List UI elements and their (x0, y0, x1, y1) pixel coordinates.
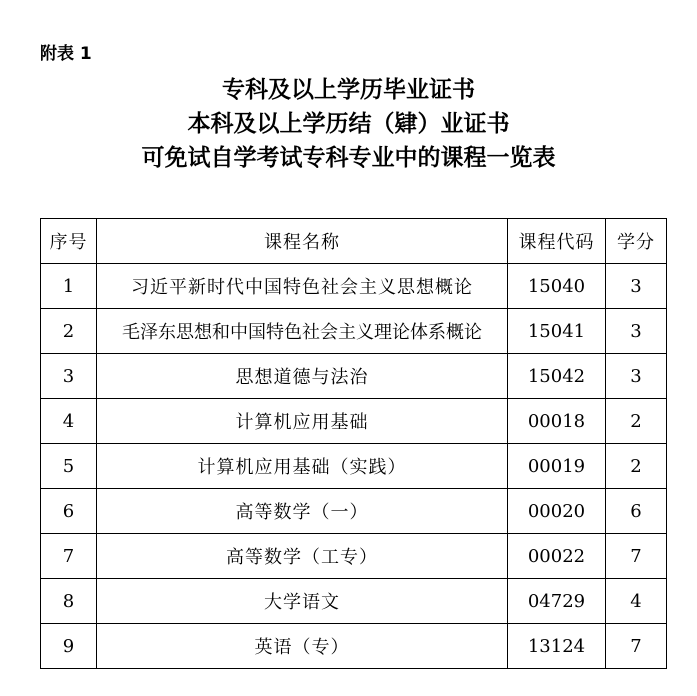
row-course-name: 毛泽东思想和中国特色社会主义理论体系概论 (97, 309, 508, 354)
row-course-name: 计算机应用基础（实践） (97, 444, 508, 489)
row-credits: 7 (606, 624, 667, 669)
row-index: 4 (41, 399, 97, 444)
row-index: 7 (41, 534, 97, 579)
table-row (41, 399, 667, 444)
row-course-code: 00022 (508, 534, 606, 579)
header-course-name: 课程名称 (97, 219, 508, 264)
row-course-name: 大学语文 (97, 579, 508, 624)
table-row (41, 624, 667, 669)
row-credits: 2 (606, 444, 667, 489)
title-line-1: 专科及以上学历毕业证书 (222, 77, 475, 103)
row-credits: 7 (606, 534, 667, 579)
table-row (41, 534, 667, 579)
row-course-code: 15042 (508, 354, 606, 399)
table-header-row (41, 219, 667, 264)
row-index: 3 (41, 354, 97, 399)
row-index: 5 (41, 444, 97, 489)
header-index: 序号 (41, 219, 97, 264)
row-course-code: 15040 (508, 264, 606, 309)
row-course-code: 00020 (508, 489, 606, 534)
row-index: 8 (41, 579, 97, 624)
row-course-name: 高等数学（一） (97, 489, 508, 534)
row-course-name: 思想道德与法治 (97, 354, 508, 399)
table-row (41, 579, 667, 624)
row-course-name: 英语（专） (97, 624, 508, 669)
row-course-name: 计算机应用基础 (97, 399, 508, 444)
row-index: 9 (41, 624, 97, 669)
row-course-code: 00018 (508, 399, 606, 444)
title-line-3: 可免试自学考试专科专业中的课程一览表 (141, 145, 556, 171)
row-index: 6 (41, 489, 97, 534)
row-credits: 6 (606, 489, 667, 534)
row-credits: 3 (606, 264, 667, 309)
row-credits: 4 (606, 579, 667, 624)
row-credits: 3 (606, 354, 667, 399)
header-credits: 学分 (606, 219, 667, 264)
row-course-code: 00019 (508, 444, 606, 489)
table-row (41, 309, 667, 354)
title-line-2: 本科及以上学历结（肄）业证书 (187, 111, 510, 137)
row-index: 1 (41, 264, 97, 309)
row-credits: 3 (606, 309, 667, 354)
table-row (41, 264, 667, 309)
header-course-code: 课程代码 (508, 219, 606, 264)
row-course-name: 高等数学（工专） (97, 534, 508, 579)
table-row (41, 354, 667, 399)
table-row (41, 489, 667, 534)
appendix-label: 附表 1 (40, 44, 92, 64)
document-title (0, 73, 697, 175)
row-course-code: 15041 (508, 309, 606, 354)
course-table (40, 218, 667, 669)
row-course-name: 习近平新时代中国特色社会主义思想概论 (97, 264, 508, 309)
table-row (41, 444, 667, 489)
row-index: 2 (41, 309, 97, 354)
row-course-code: 13124 (508, 624, 606, 669)
row-course-code: 04729 (508, 579, 606, 624)
row-credits: 2 (606, 399, 667, 444)
